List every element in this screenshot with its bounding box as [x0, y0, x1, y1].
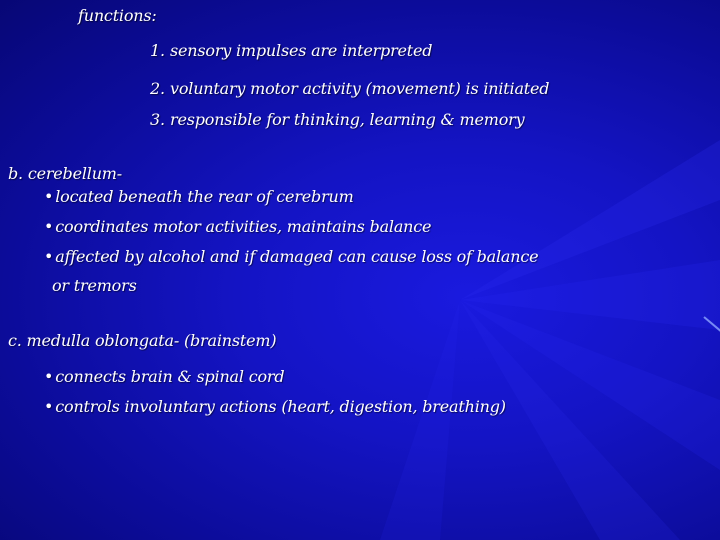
function-item-3	[150, 110, 524, 130]
function-number: 3.	[150, 110, 165, 129]
bullet-icon: •	[44, 247, 54, 266]
cerebellum-heading: b. cerebellum-	[8, 164, 122, 183]
bullet-text: coordinates motor activities, maintains balance	[55, 217, 432, 236]
medulla-bullet-1	[44, 367, 284, 387]
bullet-text: located beneath the rear of cerebrum	[55, 187, 354, 206]
cerebellum-bullet-1	[44, 187, 354, 207]
bullet-icon: •	[44, 187, 54, 206]
cerebellum-continuation: or tremors	[52, 276, 137, 295]
cerebellum-bullet-2	[44, 217, 431, 237]
function-item-1	[150, 41, 432, 61]
function-number: 1.	[150, 41, 165, 60]
medulla-heading: c. medulla oblongata- (brainstem)	[8, 331, 277, 350]
cerebellum-bullet-3	[44, 247, 538, 267]
medulla-bullet-2	[44, 397, 506, 417]
bullet-icon: •	[44, 367, 54, 386]
decorative-line	[703, 316, 720, 333]
function-text: sensory impulses are interpreted	[170, 41, 433, 60]
bullet-text: controls involuntary actions (heart, digestion, breathing)	[55, 397, 506, 416]
function-item-2	[150, 79, 549, 99]
bullet-text: connects brain & spinal cord	[55, 367, 285, 386]
bullet-icon: •	[44, 217, 54, 236]
bullet-icon: •	[44, 397, 54, 416]
function-text: responsible for thinking, learning & memory	[170, 110, 525, 129]
bullet-text: affected by alcohol and if damaged can cause loss of balance	[55, 247, 539, 266]
function-number: 2.	[150, 79, 165, 98]
function-text: voluntary motor activity (movement) is initiated	[170, 79, 550, 98]
functions-heading: functions:	[78, 6, 157, 25]
